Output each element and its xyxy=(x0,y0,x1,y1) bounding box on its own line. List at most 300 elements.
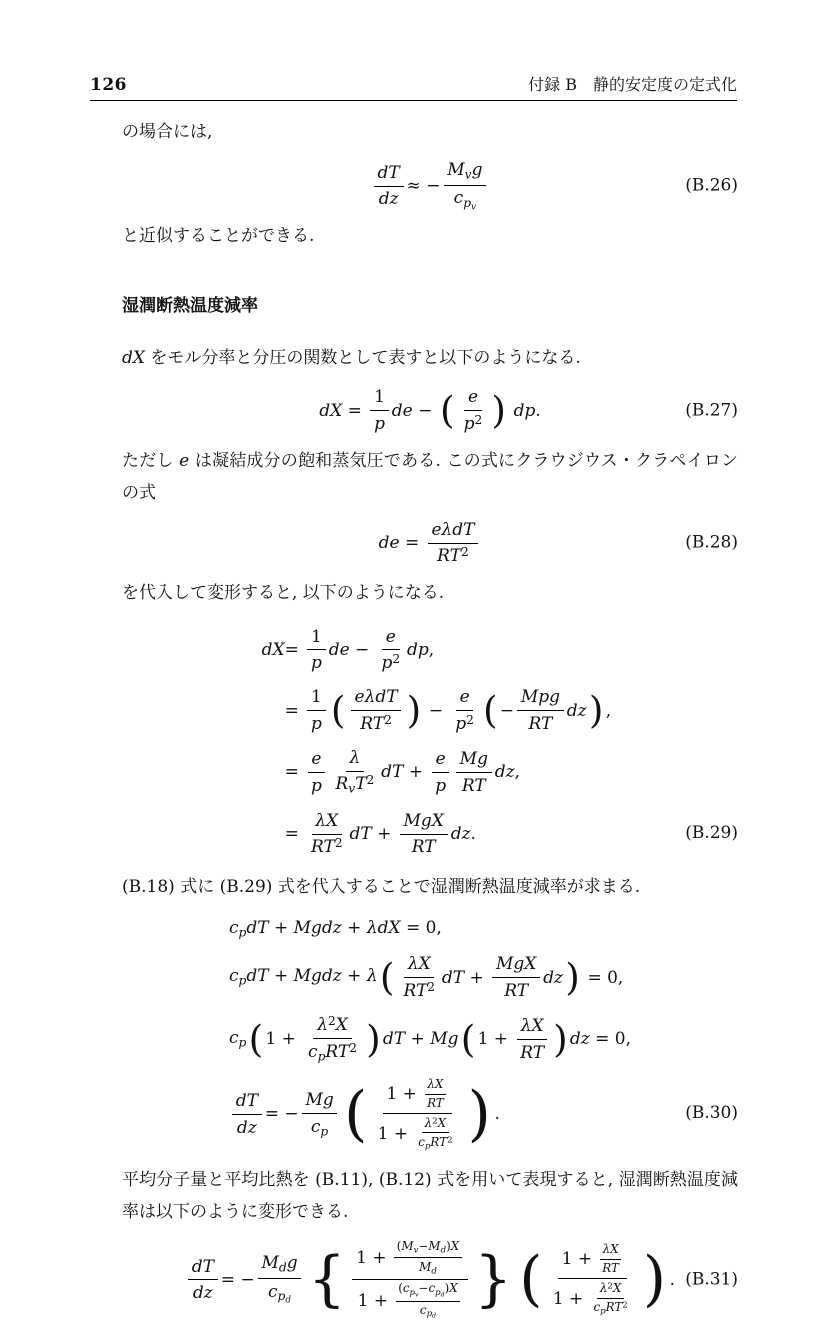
math-text: $c_pdT$ + Mgdz + λdX = 0, xyxy=(228,917,442,940)
math-text xyxy=(463,195,477,213)
bracket-open: ( xyxy=(379,954,395,999)
fraction-numerator xyxy=(517,1015,547,1040)
math-variable: v xyxy=(464,167,472,182)
math-text xyxy=(193,1282,213,1304)
fraction-numerator xyxy=(351,686,402,711)
math-variable: v xyxy=(471,202,477,213)
math-text xyxy=(431,1266,436,1276)
math-text xyxy=(237,1117,257,1139)
math-variable: M xyxy=(447,159,465,180)
math-fraction xyxy=(232,1090,262,1139)
bracket-close: ) xyxy=(366,1016,381,1061)
math-text xyxy=(447,159,482,183)
math-subscript xyxy=(238,1036,246,1050)
math-fraction xyxy=(352,1239,467,1321)
math-text: 2 xyxy=(447,1134,453,1145)
math-text: de = xyxy=(378,533,425,554)
math-fraction xyxy=(444,159,487,214)
inline-math xyxy=(179,451,189,471)
fraction-numerator xyxy=(188,1256,218,1281)
math-superscript xyxy=(328,1014,336,1028)
math-text: dz = 0, xyxy=(569,1029,632,1050)
fraction-denominator xyxy=(452,711,478,735)
math-variable: dz xyxy=(378,189,399,210)
math-variable: p xyxy=(600,1306,606,1317)
math-row xyxy=(358,1281,463,1321)
fraction-numerator xyxy=(370,386,388,411)
fraction-denominator xyxy=(304,1039,360,1065)
math-text xyxy=(600,1281,621,1296)
page-number: 126 xyxy=(90,75,127,95)
math-text: , xyxy=(605,700,612,721)
fraction-denominator xyxy=(433,544,472,568)
math-row xyxy=(285,686,612,735)
math-text: 2 xyxy=(327,1013,336,1028)
fraction-denominator xyxy=(431,773,449,797)
fraction-denominator xyxy=(416,1133,456,1152)
math-variable: dT xyxy=(235,1091,258,1112)
math-variable: c xyxy=(308,1041,318,1062)
math-variable: p xyxy=(238,1035,247,1050)
math-text xyxy=(464,413,483,435)
math-text xyxy=(311,1116,328,1140)
paragraph-mean-molecular-weight: 平均分子量と平均比熱を (B.11), (B.12) 式を用いて表現すると, 湿潤断熱温度減率は以下のように変形できる. xyxy=(122,1170,738,1223)
math-text xyxy=(374,413,385,435)
math-subscript xyxy=(415,1292,418,1299)
math-fraction xyxy=(516,1015,547,1064)
fraction-denominator xyxy=(374,1114,461,1152)
math-text xyxy=(521,686,560,708)
math-text xyxy=(335,773,374,797)
math-variable: c xyxy=(228,1028,239,1049)
math-text: = xyxy=(284,700,305,721)
math-variable: dT xyxy=(441,967,465,988)
math-text xyxy=(468,386,478,408)
math-text: 2 xyxy=(461,545,469,560)
math-variable: c xyxy=(228,966,239,987)
math-variable: p xyxy=(435,1287,441,1298)
math-variable: p xyxy=(426,1309,433,1320)
math-text: 2 xyxy=(427,979,436,994)
math-row xyxy=(229,1014,631,1065)
math-variable: X xyxy=(335,1015,348,1036)
math-variable: p xyxy=(381,653,393,674)
math-superscript xyxy=(447,1135,452,1145)
math-text xyxy=(427,1077,443,1092)
bracket-open: ( xyxy=(248,1016,264,1061)
paragraph-case-intro: の場合には, xyxy=(122,122,213,142)
math-fraction xyxy=(600,1242,622,1276)
math-text xyxy=(360,713,392,735)
fraction-numerator xyxy=(456,748,492,773)
math-text xyxy=(404,810,444,832)
bracket-close: } xyxy=(474,1245,513,1315)
math-text: 2 xyxy=(622,1300,628,1311)
math-subscript xyxy=(432,1313,436,1320)
math-text: dp. xyxy=(513,400,541,421)
math-text xyxy=(262,639,285,661)
math-fraction xyxy=(307,748,325,797)
math-fraction xyxy=(591,1281,631,1317)
fraction-denominator xyxy=(332,772,378,798)
math-subscript xyxy=(279,1261,287,1275)
equation-number: (B.31) xyxy=(685,1269,738,1290)
equation-stack xyxy=(229,911,631,1158)
fraction-denominator xyxy=(549,1279,636,1317)
math-variable: e xyxy=(435,749,446,770)
math-subscript xyxy=(277,1289,292,1306)
math-scriptsize-group xyxy=(589,1281,633,1317)
math-text xyxy=(529,713,553,735)
math-variable: dT xyxy=(382,1029,406,1050)
math-variable: λX xyxy=(407,954,431,975)
math-text: de − xyxy=(391,400,438,421)
math-variable: RT xyxy=(411,837,436,858)
math-text xyxy=(441,1245,446,1255)
math-variable: λ xyxy=(349,747,361,768)
math-subscript xyxy=(427,1309,436,1319)
math-variable: dz xyxy=(450,824,471,845)
math-fraction xyxy=(332,747,378,798)
math-superscript xyxy=(466,713,474,727)
bracket-open: ( xyxy=(482,687,498,732)
math-text: dT + Mg xyxy=(382,1029,459,1050)
fraction-denominator xyxy=(378,650,404,674)
fraction-numerator xyxy=(346,747,364,772)
equation-b26 xyxy=(122,158,738,214)
fraction-numerator xyxy=(394,1239,462,1259)
math-variable: c xyxy=(268,1282,278,1302)
math-variable: dT xyxy=(246,917,269,938)
math-text xyxy=(355,686,398,708)
fraction-denominator xyxy=(408,835,439,859)
math-text: 2 xyxy=(432,1116,438,1127)
math-text xyxy=(350,747,361,769)
math-text xyxy=(403,980,435,1002)
fraction-denominator xyxy=(357,711,396,735)
math-text: = 0, xyxy=(582,967,624,988)
math-variable: RT xyxy=(311,837,335,858)
fraction-denominator xyxy=(375,187,402,211)
math-variable: X xyxy=(449,1281,458,1296)
math-fraction xyxy=(304,1014,360,1065)
math-variable: RT xyxy=(605,1299,623,1314)
math-text: dz, xyxy=(494,762,520,783)
math-variable: Mg xyxy=(430,1029,459,1050)
equation-row xyxy=(249,626,434,675)
math-text xyxy=(285,1296,291,1306)
math-variable: Mg xyxy=(305,1090,334,1111)
math-fraction xyxy=(400,810,448,859)
math-subscript xyxy=(441,1245,446,1255)
math-variable: d xyxy=(278,1260,287,1275)
math-scriptsize-group xyxy=(392,1239,464,1277)
math-variable: λ xyxy=(599,1280,608,1295)
math-text: = xyxy=(284,762,305,783)
math-row xyxy=(285,747,520,798)
equation-b27 xyxy=(122,383,738,439)
math-text xyxy=(311,836,343,858)
math-variable: c xyxy=(593,1299,601,1314)
math-text xyxy=(410,1288,419,1298)
math-subscript xyxy=(410,1288,419,1298)
fraction-numerator xyxy=(307,686,325,711)
math-variable: d xyxy=(431,1265,437,1276)
math-row xyxy=(356,1239,464,1277)
math-variable: p xyxy=(238,973,247,988)
math-fraction xyxy=(416,1116,456,1152)
bracket-close: ) xyxy=(406,687,422,732)
math-variable: dX xyxy=(319,400,343,421)
math-variable: p xyxy=(463,195,472,210)
fraction-denominator xyxy=(424,1095,446,1112)
bracket-close: ) xyxy=(565,954,580,999)
math-text: 1 + xyxy=(356,1247,393,1268)
fraction-numerator xyxy=(232,1090,262,1115)
math-superscript xyxy=(349,1041,357,1055)
fraction-denominator xyxy=(501,978,532,1002)
math-variable: e xyxy=(467,387,478,408)
math-text xyxy=(315,810,338,832)
math-text xyxy=(436,748,446,770)
math-variable: e xyxy=(459,687,470,708)
math-row xyxy=(500,686,587,735)
math-fraction xyxy=(460,386,486,435)
paragraph-b18-substitution: (B.18) 式に (B.29) 式を代入することで湿潤断熱温度減率が求まる. xyxy=(122,876,641,897)
math-text xyxy=(432,1313,436,1320)
fraction-numerator xyxy=(428,519,479,544)
math-variable: eλdT xyxy=(354,687,398,708)
math-variable: dT xyxy=(349,824,372,845)
fraction-denominator xyxy=(400,978,439,1002)
math-text: dT + xyxy=(349,824,397,845)
math-fraction xyxy=(456,748,492,797)
math-text xyxy=(192,1256,214,1278)
math-text xyxy=(460,748,488,770)
math-row xyxy=(386,1077,448,1111)
math-variable: dz xyxy=(494,762,515,783)
math-variable: λX xyxy=(315,810,339,831)
math-variable: c xyxy=(428,1281,436,1296)
bracket-open: ( xyxy=(330,687,346,732)
math-bracket-group xyxy=(516,1242,670,1317)
math-text xyxy=(418,1135,452,1153)
math-text xyxy=(602,1261,619,1276)
math-text xyxy=(425,1116,446,1131)
fraction-denominator xyxy=(307,650,325,674)
math-variable: dT xyxy=(381,762,404,783)
math-variable: Mpg xyxy=(520,687,561,708)
math-text xyxy=(462,775,486,797)
math-variable: RT xyxy=(520,1042,545,1063)
fraction-denominator xyxy=(460,411,486,435)
math-variable: RT xyxy=(504,980,529,1001)
math-scriptsize-group xyxy=(414,1116,458,1152)
math-text: 2 xyxy=(607,1281,613,1292)
math-fraction xyxy=(428,519,479,568)
math-text: dT + xyxy=(441,967,490,988)
math-text xyxy=(236,1090,258,1112)
math-text: 2 xyxy=(384,712,392,727)
math-text: 2 xyxy=(466,712,474,727)
math-text: dT + xyxy=(381,762,429,783)
math-text xyxy=(179,451,189,471)
math-variable: RT xyxy=(602,1261,619,1276)
math-fraction xyxy=(396,1281,461,1321)
math-text xyxy=(279,1261,287,1275)
fraction-numerator xyxy=(313,1014,351,1039)
math-text: dX = xyxy=(319,400,368,421)
math-variable: MgX xyxy=(403,810,444,831)
math-variable: v xyxy=(413,1245,419,1256)
math-bracket-group xyxy=(341,1077,495,1152)
math-text: ≈ − xyxy=(406,176,441,197)
math-fraction xyxy=(302,1089,338,1140)
math-text: 1 xyxy=(311,626,322,647)
math-fraction xyxy=(400,953,439,1002)
math-row xyxy=(285,810,476,859)
math-row xyxy=(265,1014,363,1065)
math-variable: e xyxy=(311,749,322,770)
math-text: − xyxy=(423,700,449,721)
paragraph-dx-mole-fraction: dX をモル分率と分圧の関数として表すと以下のようになる. xyxy=(122,348,581,369)
math-text xyxy=(229,1027,246,1051)
math-text: 1 xyxy=(311,687,322,708)
math-variable: RT xyxy=(430,1134,448,1149)
math-text: 1 + xyxy=(377,1123,414,1144)
bracket-close: ) xyxy=(491,387,506,432)
math-text xyxy=(455,713,474,735)
math-text xyxy=(431,519,474,541)
math-scriptsize-group xyxy=(393,1281,462,1321)
math-subscript xyxy=(471,202,476,212)
math-variable: R xyxy=(335,774,349,795)
math-text xyxy=(437,545,469,567)
math-text xyxy=(412,836,436,858)
math-text xyxy=(427,1096,444,1111)
section-heading-moist-adiabatic-lapse-rate: 湿潤断熱温度減率 xyxy=(122,295,258,316)
math-text xyxy=(311,713,322,735)
math-text: $(M_v-M_d)X$ xyxy=(396,1238,460,1256)
fraction-numerator xyxy=(383,1077,453,1114)
math-text: 2 xyxy=(366,773,375,788)
equation-lhs xyxy=(249,639,285,661)
fraction-denominator xyxy=(417,1302,438,1321)
math-text: dp, xyxy=(406,639,435,660)
math-variable: dp xyxy=(406,639,429,660)
math-superscript xyxy=(392,652,400,666)
math-variable: dX xyxy=(261,639,285,660)
math-variable: p xyxy=(409,1287,416,1298)
math-text: . xyxy=(494,1104,500,1125)
math-fraction xyxy=(452,686,478,735)
math-variable: λX xyxy=(427,1076,444,1091)
fraction-numerator xyxy=(374,162,404,187)
math-variable: RT xyxy=(528,713,553,734)
math-text xyxy=(311,775,322,797)
math-variable: RT xyxy=(403,980,428,1001)
math-superscript xyxy=(427,980,435,994)
math-variable: d xyxy=(432,1313,437,1321)
bracket-close: ) xyxy=(553,1016,568,1061)
math-superscript xyxy=(461,545,469,559)
math-row xyxy=(378,1116,458,1152)
math-superscript xyxy=(367,773,375,787)
math-text xyxy=(435,775,446,797)
math-row xyxy=(319,386,540,435)
math-text xyxy=(408,953,431,975)
fraction-numerator xyxy=(307,626,325,651)
math-text: 2 xyxy=(349,1040,358,1055)
math-subscript xyxy=(414,1245,419,1255)
math-variable: de xyxy=(328,639,350,660)
math-variable: v xyxy=(415,1291,419,1299)
math-variable: p xyxy=(311,713,322,734)
fraction-numerator xyxy=(425,1077,446,1095)
math-text xyxy=(238,1036,246,1050)
math-variable: λdX xyxy=(366,917,401,938)
fraction-numerator xyxy=(422,1116,449,1134)
math-fraction xyxy=(374,162,404,211)
math-text xyxy=(496,953,536,975)
math-text xyxy=(378,162,400,184)
math-text xyxy=(567,700,587,722)
bracket-close: ) xyxy=(588,687,604,732)
math-variable: RT xyxy=(427,1095,444,1110)
math-variable: dT xyxy=(377,163,400,183)
bracket-open: { xyxy=(307,1245,346,1315)
equation-row xyxy=(249,747,520,798)
math-fraction xyxy=(307,686,325,735)
math-text: $(c_{p_v}-c_{p_d})X$ xyxy=(398,1281,458,1299)
equation-number: (B.28) xyxy=(685,532,738,553)
fraction-numerator xyxy=(517,686,564,711)
math-row xyxy=(397,953,563,1002)
math-bracket-group xyxy=(481,686,606,735)
math-text: = − xyxy=(264,1104,299,1125)
math-text xyxy=(471,202,476,212)
math-row xyxy=(553,1281,633,1317)
fraction-numerator xyxy=(382,626,400,651)
math-variable: λX xyxy=(602,1242,619,1257)
math-text xyxy=(320,1124,328,1138)
equation-row xyxy=(229,1077,500,1152)
math-variable: RT xyxy=(437,546,462,567)
fraction-denominator xyxy=(417,1258,440,1277)
equation-b29 xyxy=(122,620,738,865)
math-variable: g xyxy=(471,159,483,180)
math-fraction xyxy=(431,748,449,797)
math-variable: RT xyxy=(461,775,486,796)
bracket-close: ) xyxy=(467,1079,491,1149)
math-superscript xyxy=(335,836,343,850)
math-row xyxy=(229,953,623,1002)
math-text: 1 + xyxy=(552,1289,589,1310)
math-variable: λ xyxy=(424,1115,433,1130)
math-scriptsize-group xyxy=(598,1242,624,1276)
fraction-numerator xyxy=(302,1089,338,1114)
math-text xyxy=(386,626,396,648)
math-variable: eλdT xyxy=(431,519,475,540)
math-text: 1 + xyxy=(477,1029,514,1050)
math-text xyxy=(268,1281,291,1307)
math-variable: p xyxy=(277,1289,286,1304)
math-text xyxy=(521,1015,544,1037)
fraction-numerator xyxy=(558,1242,628,1279)
math-text xyxy=(317,1014,348,1036)
math-bracket-group xyxy=(459,1015,570,1064)
math-row xyxy=(229,1077,500,1152)
